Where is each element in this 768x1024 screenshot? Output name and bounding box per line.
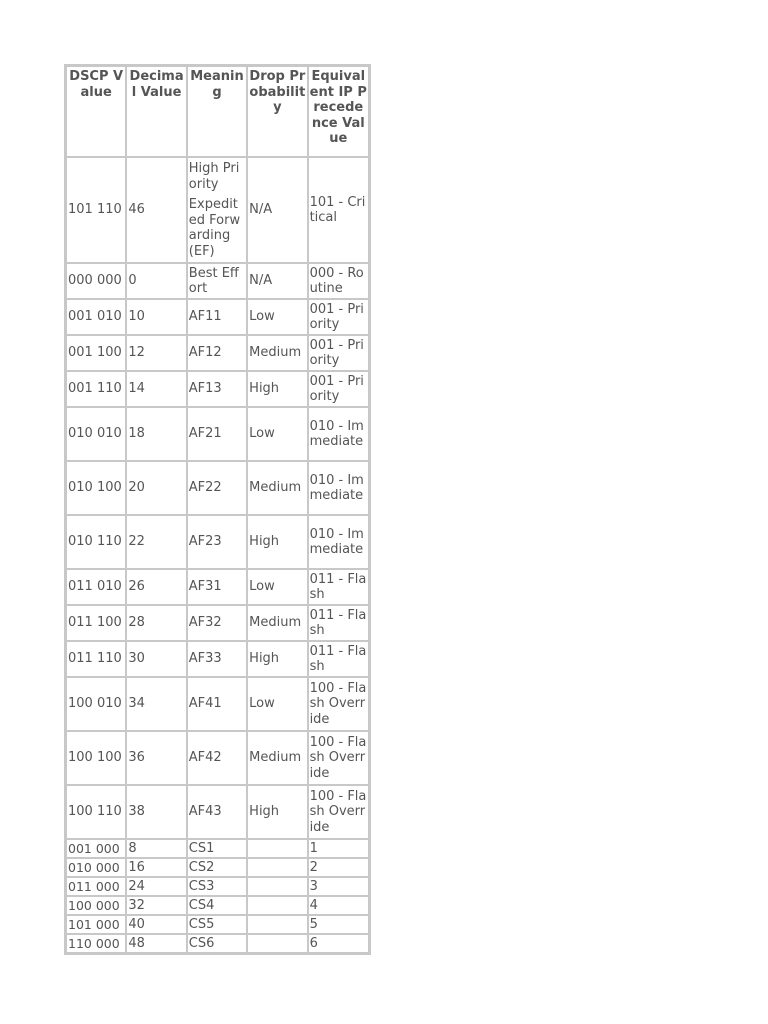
cell-ip-precedence: 011 - Flash (308, 605, 369, 641)
cell-dscp-value: 010 100 (66, 461, 126, 515)
cell-meaning (187, 569, 247, 605)
cell-drop-probability: Low (247, 407, 307, 461)
cell-drop-probability: High (247, 371, 307, 407)
cell-decimal-value: 36 (126, 731, 186, 785)
cell-ip-precedence: 100 - Flash Override (308, 785, 369, 839)
cell-decimal-value: 22 (126, 515, 186, 569)
meaning-line: High Priority (188, 161, 240, 192)
header-drop-probability: Drop Probability (247, 66, 307, 157)
cell-dscp-value: 001 110 (66, 371, 126, 407)
cell-ip-precedence: 100 - Flash Override (308, 677, 369, 731)
cell-meaning (187, 371, 247, 407)
table-row (66, 896, 369, 915)
cell-meaning (187, 677, 247, 731)
cell-ip-precedence: 101 - Critical (308, 157, 369, 263)
table-row (66, 335, 369, 371)
header-dscp-value: DSCP Value (66, 66, 126, 157)
table-body (66, 157, 369, 953)
cell-meaning (187, 461, 247, 515)
meaning-line: AF23 (188, 534, 222, 550)
cell-meaning (187, 407, 247, 461)
cell-drop-probability: Medium (247, 605, 307, 641)
table-row (66, 839, 369, 858)
table-row (66, 157, 369, 263)
cell-decimal-value: 30 (126, 641, 186, 677)
cell-meaning (187, 896, 247, 915)
cell-dscp-value: 011 000 (66, 877, 126, 896)
cell-drop-probability: Medium (247, 461, 307, 515)
cell-decimal-value: 48 (126, 934, 186, 953)
cell-dscp-value: 000 000 (66, 263, 126, 299)
cell-drop-probability (247, 896, 307, 915)
cell-ip-precedence: 011 - Flash (308, 641, 369, 677)
meaning-line: CS2 (188, 859, 215, 875)
cell-ip-precedence: 6 (308, 934, 369, 953)
cell-drop-probability (247, 934, 307, 953)
meaning-line: AF13 (188, 381, 222, 397)
cell-ip-precedence: 2 (308, 858, 369, 877)
cell-decimal-value: 8 (126, 839, 186, 858)
cell-dscp-value: 100 000 (66, 896, 126, 915)
cell-meaning (187, 915, 247, 934)
meaning-line: AF41 (188, 696, 222, 712)
cell-decimal-value: 38 (126, 785, 186, 839)
meaning-line: AF42 (188, 750, 222, 766)
cell-dscp-value: 101 000 (66, 915, 126, 934)
cell-ip-precedence: 000 - Routine (308, 263, 369, 299)
meaning-line: AF11 (188, 309, 222, 325)
cell-dscp-value: 101 110 (66, 157, 126, 263)
meaning-line: AF22 (188, 480, 222, 496)
cell-drop-probability: High (247, 641, 307, 677)
cell-meaning (187, 934, 247, 953)
table-row (66, 605, 369, 641)
cell-dscp-value: 011 110 (66, 641, 126, 677)
cell-drop-probability: Medium (247, 731, 307, 785)
cell-ip-precedence: 5 (308, 915, 369, 934)
cell-decimal-value: 26 (126, 569, 186, 605)
cell-decimal-value: 34 (126, 677, 186, 731)
cell-dscp-value: 001 100 (66, 335, 126, 371)
cell-drop-probability (247, 858, 307, 877)
cell-decimal-value: 0 (126, 263, 186, 299)
cell-decimal-value: 12 (126, 335, 186, 371)
table-row (66, 461, 369, 515)
cell-drop-probability: High (247, 785, 307, 839)
table-row (66, 785, 369, 839)
cell-meaning (187, 641, 247, 677)
cell-meaning (187, 858, 247, 877)
cell-ip-precedence: 001 - Priority (308, 371, 369, 407)
cell-decimal-value: 18 (126, 407, 186, 461)
cell-drop-probability: N/A (247, 157, 307, 263)
meaning-line: AF33 (188, 651, 222, 667)
cell-dscp-value: 110 000 (66, 934, 126, 953)
table-row (66, 731, 369, 785)
cell-decimal-value: 28 (126, 605, 186, 641)
cell-dscp-value: 010 010 (66, 407, 126, 461)
header-decimal-value: Decimal Value (126, 66, 186, 157)
cell-drop-probability: High (247, 515, 307, 569)
cell-ip-precedence: 3 (308, 877, 369, 896)
cell-meaning (187, 335, 247, 371)
table-row (66, 299, 369, 335)
cell-decimal-value: 40 (126, 915, 186, 934)
cell-dscp-value: 011 010 (66, 569, 126, 605)
cell-decimal-value: 46 (126, 157, 186, 263)
dscp-table (64, 64, 371, 955)
cell-decimal-value: 14 (126, 371, 186, 407)
cell-drop-probability: N/A (247, 263, 307, 299)
cell-ip-precedence: 001 - Priority (308, 299, 369, 335)
cell-ip-precedence: 010 - Immediate (308, 461, 369, 515)
cell-dscp-value: 100 110 (66, 785, 126, 839)
cell-ip-precedence: 001 - Priority (308, 335, 369, 371)
table-row (66, 641, 369, 677)
cell-ip-precedence: 010 - Immediate (308, 515, 369, 569)
table-row (66, 263, 369, 299)
cell-drop-probability: Medium (247, 335, 307, 371)
cell-meaning (187, 515, 247, 569)
meaning-line: AF32 (188, 615, 222, 631)
cell-drop-probability: Low (247, 299, 307, 335)
cell-dscp-value: 001 000 (66, 839, 126, 858)
cell-dscp-value: 100 010 (66, 677, 126, 731)
table-row (66, 858, 369, 877)
cell-meaning (187, 731, 247, 785)
cell-ip-precedence: 100 - Flash Override (308, 731, 369, 785)
cell-ip-precedence: 1 (308, 839, 369, 858)
meaning-line: CS6 (188, 935, 215, 951)
meaning-line: AF43 (188, 804, 222, 820)
cell-dscp-value: 010 000 (66, 858, 126, 877)
cell-meaning (187, 839, 247, 858)
cell-drop-probability (247, 877, 307, 896)
cell-meaning (187, 605, 247, 641)
meaning-line: CS4 (188, 897, 215, 913)
cell-decimal-value: 24 (126, 877, 186, 896)
cell-meaning (187, 263, 247, 299)
cell-meaning (187, 785, 247, 839)
cell-decimal-value: 10 (126, 299, 186, 335)
table-row (66, 569, 369, 605)
cell-ip-precedence: 011 - Flash (308, 569, 369, 605)
meaning-line: CS5 (188, 916, 215, 932)
cell-decimal-value: 16 (126, 858, 186, 877)
table-header-row (66, 66, 369, 157)
cell-dscp-value: 010 110 (66, 515, 126, 569)
cell-meaning (187, 157, 247, 263)
meaning-line: AF12 (188, 345, 222, 361)
table-row (66, 515, 369, 569)
meaning-line: Expedited Forwarding (EF) (188, 197, 241, 259)
table-row (66, 371, 369, 407)
cell-dscp-value: 100 100 (66, 731, 126, 785)
cell-drop-probability: Low (247, 677, 307, 731)
cell-drop-probability: Low (247, 569, 307, 605)
meaning-line: CS3 (188, 878, 215, 894)
cell-meaning (187, 299, 247, 335)
meaning-line: Best Effort (188, 265, 239, 296)
table-row (66, 677, 369, 731)
header-ip-precedence: Equivalent IP Precedence Value (308, 66, 369, 157)
cell-dscp-value: 011 100 (66, 605, 126, 641)
cell-ip-precedence: 4 (308, 896, 369, 915)
cell-drop-probability (247, 839, 307, 858)
table-row (66, 934, 369, 953)
cell-decimal-value: 32 (126, 896, 186, 915)
header-meaning: Meaning (187, 66, 247, 157)
table-row (66, 915, 369, 934)
cell-drop-probability (247, 915, 307, 934)
cell-meaning (187, 877, 247, 896)
cell-ip-precedence: 010 - Immediate (308, 407, 369, 461)
meaning-line: CS1 (188, 840, 215, 856)
meaning-line: AF21 (188, 426, 222, 442)
table-row (66, 877, 369, 896)
cell-decimal-value: 20 (126, 461, 186, 515)
table-row (66, 407, 369, 461)
cell-dscp-value: 001 010 (66, 299, 126, 335)
meaning-line: AF31 (188, 579, 222, 595)
